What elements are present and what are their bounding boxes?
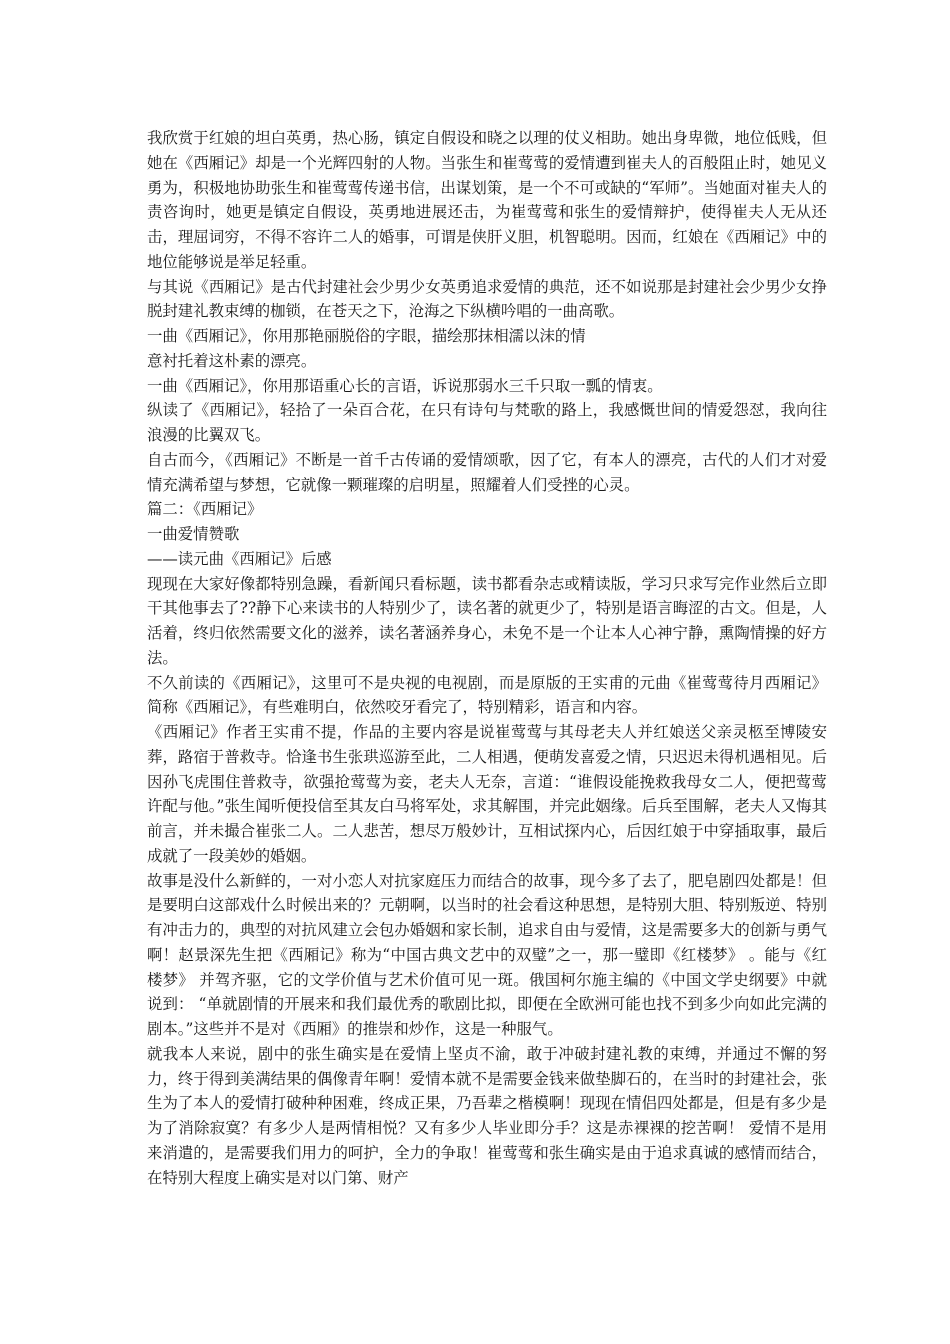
paragraph-song-one-b: 意衬托着这朴素的漂亮。 [147,351,317,370]
paragraph-nowadays: 现现在大家好像都特别急躁，看新闻只看标题，读书都看杂志或精读版，学习只求写完作业然后立即干其他事去了??静下心来读书的人特别少了，读名著的就更少了，特别是语言晦涩的古文。但是，人活着，终归依然需要文化的滋养，读名著涵养身心，未免不是一个让本人心神宁静，熏陶情操的好方法。 [147,574,827,667]
paragraph-story-analysis: 故事是没什么新鲜的，一对小恋人对抗家庭压力而结合的故事，现今多了去了，肥皂剧四处都是！但是要明白这部戏什么时候出来的？元朝啊，以当时的社会看这种思想，是特别大胆、特别叛逆、特别有冲击力的，典型的对抗风建立会包办婚姻和家长制，追求自由与爱情，这是需要多大的创新与勇气啊！赵景深先生把《西厢记》称为“中国古典文艺中的双璧”之一，那一璧即《红楼梦》 。能与《红楼梦》 并驾齐驱，它的文学价值与艺术价值可见一斑。俄国柯尔施主编的《中国文学史纲要》中就说到： “单就剧情的开展来和我们最优秀的歌剧比拟，即便在全欧洲可能也找不到多少向如此完满的剧本。”这些并不是对《西厢》的推崇和炒作，这是一种服气。 [147,871,827,1038]
paragraph-plot-summary: 《西厢记》作者王实甫不提，作品的主要内容是说崔莺莺与其母老夫人并红娘送父亲灵柩至博陵安葬，路宿于普救寺。恰逢书生张珙巡游至此，二人相遇，便萌发喜爱之情，只迟迟未得机遇相见。后因孙飞虎围住普救寺，欲强抢莺莺为妾，老夫人无奈，言道：“谁假设能挽救我母女二人，便把莺莺许配与他。”张生闻听便投信至其友白马将军处，求其解围，并完此姻缘。后兵至围解，老夫人又悔其前言，并未撮合崔张二人。二人悲苦，想尽万般妙计，互相试探内心，后因红娘于中穿插取事，最后成就了一段美妙的婚姻。 [147,723,827,865]
paragraph-recently-read: 不久前读的《西厢记》，这里可不是央视的电视剧，而是原版的王实甫的元曲《崔莺莺待月西厢记》简称《西厢记》，有些难明白，依然咬牙看完了，特别精彩，语言和内容。 [147,673,827,717]
paragraph-song-two: 一曲《西厢记》，你用那语重心长的言语，诉说那弱水三千只取一瓢的情衷。 [147,376,663,395]
paragraph-lily: 纵读了《西厢记》，轻拾了一朵百合花，在只有诗句与梵歌的路上，我感慨世间的情爱怨怼，我向往浪漫的比翼双飞。 [147,401,827,444]
paragraph-rather-than: 与其说《西厢记》是古代封建社会少男少女英勇追求爱情的典范，还不如说那是封建社会少男少女挣脱封建礼教束缚的枷锁，在苍天之下，沧海之下纵横吟唱的一曲高歌。 [147,277,827,321]
document-body [147,126,827,1190]
paragraph-hongniang: 我欣赏于红娘的坦白英勇，热心肠，镇定自假设和晓之以理的仗义相助。她出身卑微，地位低贱，但她在《西厢记》却是一个光辉四射的人物。当张生和崔莺莺的爱情遭到崔夫人的百般阻止时，她见义勇为，积极地协助张生和崔莺莺传递书信，出谋划策，是一个不可或缺的“军师”。当她面对崔夫人的责咨询时，她更是镇定自假设，英勇地进展还击，为崔莺莺和张生的爱情辩护，使得崔夫人无从还击，理屈词穷，不得不容许二人的婚事，可谓是侠肝义胆，机智聪明。因而，红娘在《西厢记》中的地位能够说是举足轻重。 [147,129,827,271]
essay-title: 一曲爱情赞歌 [147,525,240,543]
section-heading: 篇二：《西厢记》 [147,500,263,519]
paragraph-song-one-a: 一曲《西厢记》，你用那艳丽脱俗的字眼，描绘那抹相濡以沫的情 [147,327,586,345]
essay-subtitle: ——读元曲《西厢记》后感 [147,549,332,568]
paragraph-personal-view: 就我本人来说，剧中的张生确实是在爱情上坚贞不渝，敢于冲破封建礼教的束缚，并通过不懈的努力，终于得到美满结果的偶像青年啊！爱情本就不是需要金钱来做垫脚石的，在当时的封建社会，张生为了本人的爱情打破种种困难，终成正果，乃吾辈之楷模啊！现现在情侣四处都是，但是有多少是为了消除寂寞？有多少人是两情相悦？又有多少人毕业即分手？这是赤裸裸的挖苦啊！ 爱情不是用来消遣的，是需要我们用力的呵护，全力的争取！崔莺莺和张生确实是由于追求真诚的感情而结合，在特别大程度上确实是对以门第、财产 [147,1044,827,1187]
paragraph-since-ancient: 自古而今，《西厢记》不断是一首千古传诵的爱情颂歌，因了它，有本人的漂亮，古代的人们才对爱情充满希望与梦想，它就像一颗璀璨的启明星，照耀着人们受挫的心灵。 [147,450,827,494]
